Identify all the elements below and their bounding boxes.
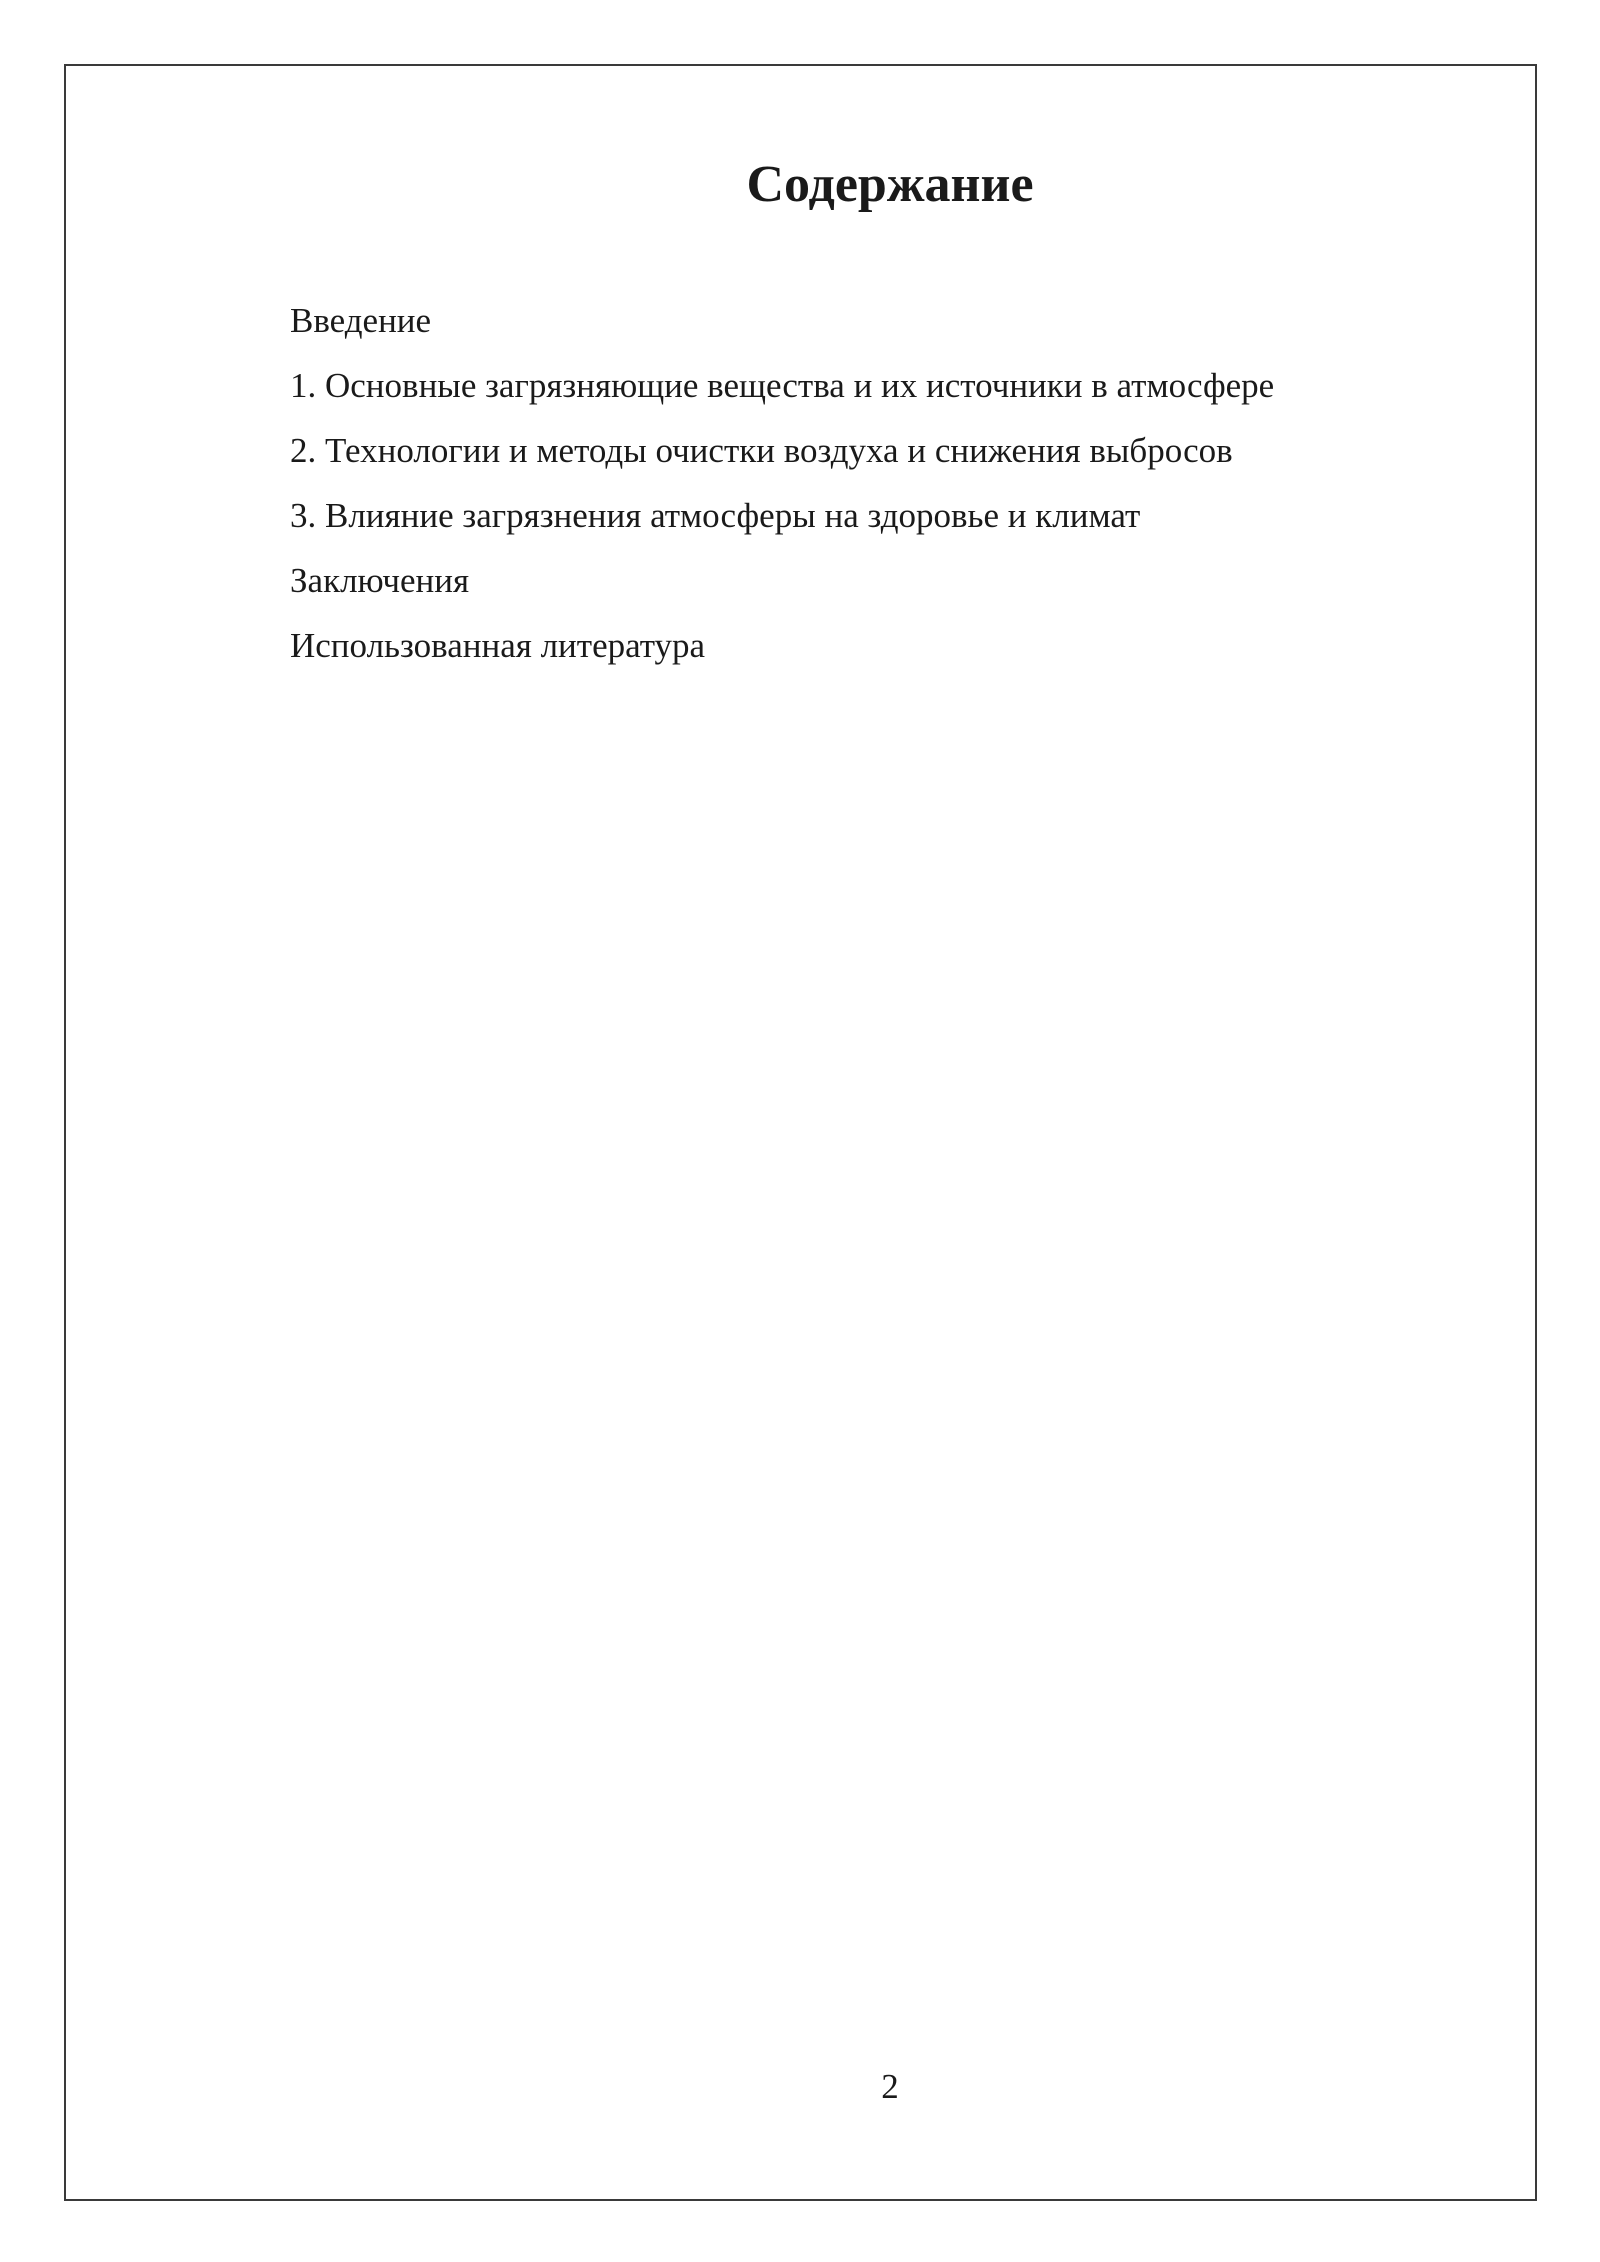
page-title: Содержание xyxy=(746,156,1034,213)
toc-item-chapter-2: 2. Технологии и методы очистки воздуха и снижения выбросов xyxy=(290,431,1233,470)
table-of-contents xyxy=(290,288,1490,678)
toc-item-chapter-1: 1. Основные загрязняющие вещества и их источники в атмосфере xyxy=(290,366,1275,405)
toc-item-conclusion: Заключения xyxy=(290,561,470,600)
toc-item-chapter-3: 3. Влияние загрязнения атмосферы на здоровье и климат xyxy=(290,496,1141,535)
page-number: 2 xyxy=(881,2067,899,2106)
toc-item-introduction: Введение xyxy=(290,301,432,340)
toc-item-references: Использованная литература xyxy=(290,626,706,665)
